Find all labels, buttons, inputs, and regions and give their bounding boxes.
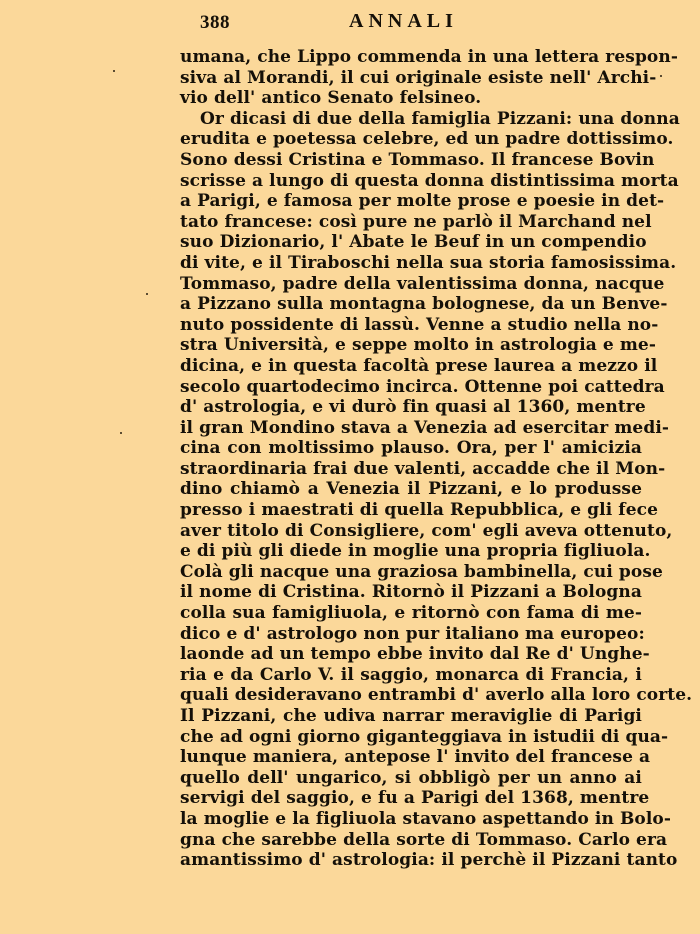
text-line: lunque maniera, antepose l' invito del francese a	[180, 747, 651, 768]
text-line: cina con moltissimo plauso. Ora, per l' amicizia	[180, 438, 642, 459]
text-line: siva al Morandi, il cui originale esiste nell' Archi-	[180, 67, 657, 88]
text-line: straordinaria frai due valenti, accadde che il Mon-	[180, 458, 666, 479]
text-line: suo Dizionario, l' Abate le Beuf in un compendio	[180, 232, 647, 253]
text-line: Colà gli nacque una graziosa bambinella, cui pose	[180, 561, 663, 582]
page-number: 388	[200, 12, 230, 33]
page-header	[0, 8, 700, 38]
text-line: scrisse a lungo di questa donna distintissima morta	[180, 170, 679, 191]
text-line: a Parigi, e famosa per molte prose e poesie in det-	[180, 191, 665, 212]
text-line: secolo quartodecimo incirca. Ottenne poi cattedra	[180, 376, 665, 397]
text-line: tato francese: così pure ne parlò il Marchand nel	[180, 211, 652, 232]
running-title: ANNALI	[349, 10, 458, 32]
text-line: ria e da Carlo V. il saggio, monarca di Francia, i	[180, 664, 642, 685]
text-line: colla sua famigliuola, e ritornò con fama di me-	[180, 603, 642, 624]
text-line: dicina, e in questa facoltà prese laurea a mezzo il	[180, 355, 658, 376]
text-line: dico e d' astrologo non pur italiano ma europeo:	[180, 623, 645, 644]
paper-speck	[146, 293, 148, 295]
text-line: erudita e poetessa celebre, ed un padre dottissimo.	[180, 129, 674, 150]
text-line: nuto possidente di lassù. Venne a studio nella no-	[180, 314, 659, 335]
text-line: laonde ad un tempo ebbe invito dal Re d' Unghe-	[180, 644, 650, 665]
text-line: il nome di Cristina. Ritornò il Pizzani a Bologna	[180, 582, 642, 603]
text-line: vio dell' antico Senato felsineo.	[180, 88, 482, 109]
text-line: che ad ogni giorno giganteggiava in istudii di qua-	[180, 726, 669, 747]
text-line: e di più gli diede in moglie una propria figliuola.	[180, 541, 651, 562]
paper-speck	[120, 432, 122, 434]
text-line: stra Università, e seppe molto in astrologia e me-	[180, 335, 657, 356]
text-line: d' astrologia, e vi durò fin quasi al 1360, mentre	[180, 397, 646, 418]
text-line: la moglie e la figliuola stavano aspettando in Bolo-	[180, 808, 672, 829]
text-line: gna che sarebbe della sorte di Tommaso. Carlo era	[180, 829, 668, 850]
text-line: aver titolo di Consigliere, com' egli aveva ottenuto,	[180, 520, 673, 541]
text-line: quali desideravano entrambi d' averlo alla loro corte.	[180, 685, 693, 706]
text-line: Sono dessi Cristina e Tommaso. Il francese Bovin	[180, 149, 655, 170]
text-line: umana, che Lippo commenda in una lettera respon-	[180, 47, 678, 67]
text-line: a Pizzano sulla montagna bolognese, da un Benve-	[180, 294, 668, 315]
text-line: quello dell' ungarico, si obbligò per un anno ai	[180, 767, 642, 788]
text-line: dino chiamò a Venezia il Pizzani, e lo produsse	[180, 479, 642, 500]
paper-speck	[660, 75, 662, 77]
body-text	[180, 47, 693, 871]
paper-speck	[113, 70, 115, 72]
text-line: amantissimo d' astrologia: il perchè il Pizzani tanto	[180, 850, 678, 871]
text-line: di vite, e il Tiraboschi nella sua storia famosissima.	[180, 252, 677, 273]
text-line: il gran Mondino stava a Venezia ad esercitar medi-	[180, 417, 670, 438]
text-line: Il Pizzani, che udiva narrar meraviglie di Parigi	[180, 706, 642, 726]
text-line: Or dicasi di due della famiglia Pizzani: una donna	[200, 108, 680, 129]
text-line: presso i maestrati di quella Repubblica, e gli fece	[180, 500, 658, 521]
text-line: Tommaso, padre della valentissima donna, nacque	[180, 273, 665, 294]
text-line: servigi del saggio, e fu a Parigi del 1368, mentre	[180, 788, 650, 809]
